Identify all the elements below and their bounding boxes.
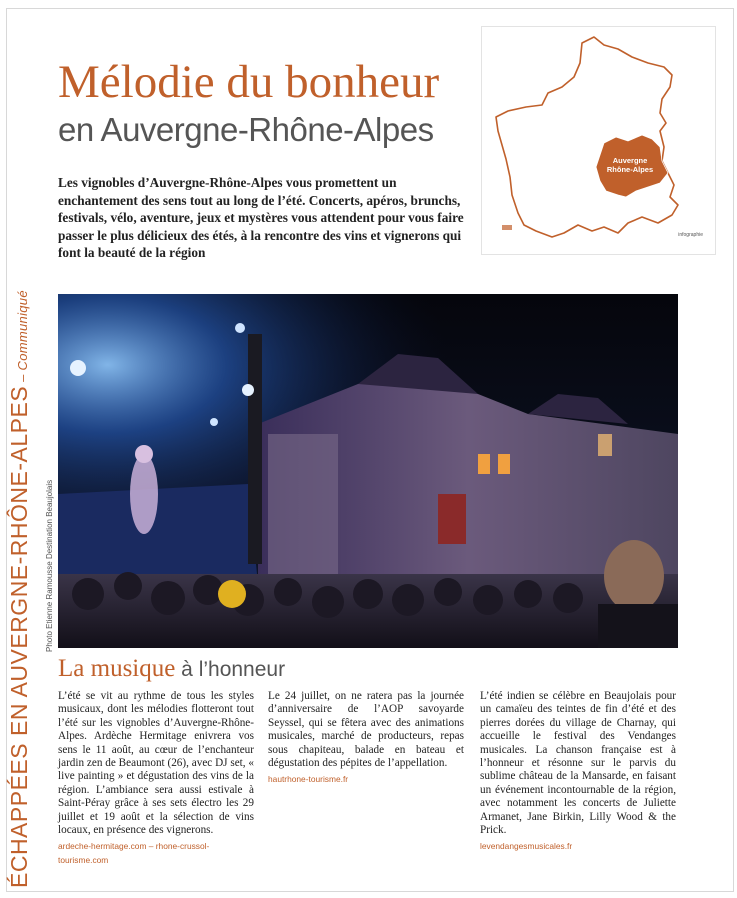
section-title-main: La musique xyxy=(58,655,176,682)
column-text: L’été indien se célèbre en Beaujolais pour un camaïeu des teintes de fin d’été et des pierres dorées du village de Charnay, qui accueille le festival des Vendanges musicales. La chanson française est à l’honneur et résonne sur le parvis du sublime château de la Mansarde, en faisant un événement incontournable de la région, avec notamment les concerts de Juliette Armanet, Jane Birkin, Lilly Wood & the Prick. xyxy=(480,690,676,837)
photo-credit xyxy=(44,466,58,652)
side-banner-label: – Communiqué xyxy=(15,290,30,386)
side-banner-title: ÉCHAPPÉES EN AUVERGNE-RHÔNE-ALPES xyxy=(6,385,32,888)
article-column-3 xyxy=(480,690,676,854)
section-title xyxy=(58,654,285,687)
page-title: Mélodie du bonheur xyxy=(58,56,440,108)
concert-photo-image xyxy=(58,294,678,648)
region-label-line1: Auvergne xyxy=(612,156,648,165)
concert-photo xyxy=(58,294,678,648)
region-label-line2: Rhône-Alpes xyxy=(606,165,654,174)
france-map xyxy=(481,26,716,255)
page-subtitle: en Auvergne-Rhône-Alpes xyxy=(58,111,434,148)
section-title-rest: à l’honneur xyxy=(175,658,286,681)
article-column-2 xyxy=(268,690,464,787)
france-map-graphic xyxy=(482,27,717,256)
side-banner xyxy=(4,160,34,888)
article-column-1 xyxy=(58,690,254,867)
column-text: L’été se vit au rythme de tous les styles musicaux, dont les mélodies flotteront tout l’été sur les vignobles d’Auvergne-Rhône-Alpes. Ardèche Hermitage enivrera vos sens le 11 août, au cœur de l’enchanteur jardin zen de Beaumont (26), avec DJ set, « live painting » et dégustation des vins de la région. L’ambiance sera aussi estivale à Saint-Péray grâce à ses sets électro les 29 juillet et 19 août et la sélection de vins locaux, en présence des vignerons. xyxy=(58,690,254,837)
map-legend-swatch xyxy=(502,225,512,230)
map-credit: infographie xyxy=(678,232,703,238)
column-link[interactable]: hautrhone-tourisme.fr xyxy=(268,774,349,785)
column-link[interactable]: ardeche-hermitage.com – rhone-crussol-tourisme.com xyxy=(58,841,210,865)
photo-credit-text: Photo Etienne Ramousse Destination Beaujolais xyxy=(45,479,54,652)
column-text: Le 24 juillet, on ne ratera pas la journée d’anniversaire de l’AOP savoyarde Seyssel, qui se fêtera avec des animations musicales, marché de producteurs, repas sous chapiteau, balade en bateau et dégustation des pépites de l’appellation. xyxy=(268,690,464,770)
intro-paragraph: Les vignobles d’Auvergne-Rhône-Alpes vous promettent un enchantement des sens tout au long de l’été. Concerts, apéros, brunchs, festivals, vélo, aventure, jeux et mystères vous attendent pour vous faire passer le plus délicieux des étés, à la rencontre des vins et vignerons qui font la beauté de la région xyxy=(58,175,464,260)
france-outline xyxy=(496,37,678,237)
column-link[interactable]: levendangesmusicales.fr xyxy=(480,841,573,852)
